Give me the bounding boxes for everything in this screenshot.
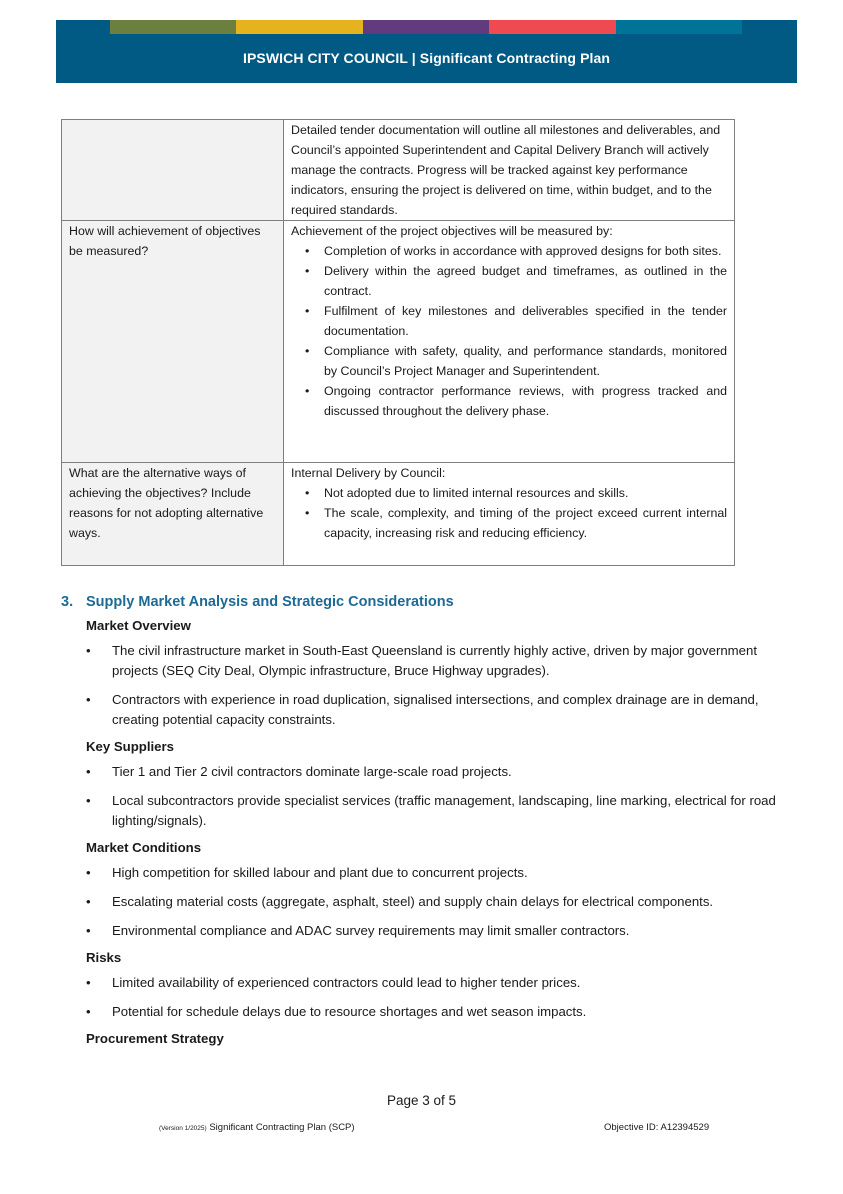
color-bar-green bbox=[110, 20, 236, 34]
question-cell: How will achievement of objectives be measured? bbox=[62, 221, 284, 463]
question-cell: What are the alternative ways of achieving the objectives? Include reasons for not adopting alternative ways. bbox=[62, 463, 284, 566]
color-bar-teal bbox=[616, 20, 742, 34]
list-item: • High competition for skilled labour and plant due to concurrent projects. bbox=[112, 863, 801, 883]
list-item: • Fulfilment of key milestones and deliverables specified in the tender documentation. bbox=[324, 301, 727, 341]
answer-intro: Achievement of the project objectives will be measured by: bbox=[291, 224, 613, 238]
answer-intro: Internal Delivery by Council: bbox=[291, 466, 446, 480]
market-conditions-list bbox=[61, 863, 801, 941]
answer-bullet-list bbox=[291, 483, 727, 543]
question-cell bbox=[62, 120, 284, 221]
list-item: • Limited availability of experienced contractors could lead to higher tender prices. bbox=[112, 973, 801, 993]
list-item: • Tier 1 and Tier 2 civil contractors dominate large-scale road projects. bbox=[112, 762, 801, 782]
footer-version: (Version 1/2025) bbox=[159, 1125, 207, 1132]
subheading-market-overview: Market Overview bbox=[86, 618, 191, 633]
color-bar-red bbox=[489, 20, 615, 34]
answer-bullet-list bbox=[291, 241, 727, 421]
section-heading bbox=[61, 594, 801, 610]
list-item: • Completion of works in accordance with approved designs for both sites. bbox=[324, 241, 727, 261]
subheading-key-suppliers: Key Suppliers bbox=[86, 739, 174, 754]
subheading-risks: Risks bbox=[86, 950, 122, 965]
answer-cell bbox=[284, 463, 735, 566]
section-supply-market-analysis bbox=[61, 594, 801, 1054]
color-bar-yellow bbox=[236, 20, 362, 34]
section-title: Supply Market Analysis and Strategic Considerations bbox=[86, 594, 454, 610]
list-item: • Compliance with safety, quality, and performance standards, monitored by Council’s Project Manager and Superintendent. bbox=[324, 341, 727, 381]
footer-objective-id: Objective ID: A12394529 bbox=[604, 1122, 710, 1133]
table-row bbox=[62, 463, 735, 566]
list-item: • Potential for schedule delays due to resource shortages and wet season impacts. bbox=[112, 1002, 801, 1022]
subheading-market-conditions: Market Conditions bbox=[86, 840, 202, 855]
list-item: • Not adopted due to limited internal resources and skills. bbox=[324, 483, 727, 503]
risks-list bbox=[61, 973, 801, 1022]
objectives-table bbox=[61, 119, 735, 566]
page-number: Page 3 of 5 bbox=[386, 1093, 457, 1108]
document-header-banner bbox=[56, 20, 797, 83]
list-item: • Local subcontractors provide specialist services (traffic management, landscaping, line marking, electrical for road lighting/signals). bbox=[112, 791, 801, 831]
list-item: • Ongoing contractor performance reviews, with progress tracked and discussed throughout the delivery phase. bbox=[324, 381, 727, 421]
subheading-procurement-strategy: Procurement Strategy bbox=[86, 1031, 224, 1046]
footer-doc-title: Significant Contracting Plan (SCP) bbox=[209, 1122, 355, 1133]
table-row bbox=[62, 221, 735, 463]
list-item: • The scale, complexity, and timing of the project exceed current internal capacity, increasing risk and reducing efficiency. bbox=[324, 503, 727, 543]
answer-text: Detailed tender documentation will outline all milestones and deliverables, and Council’s appointed Superintendent and Capital Delivery Branch will actively manage the contracts. Progress will be tracked against key performance indicators, ensuring the project is delivered on time, within budget, and to the required standards. bbox=[291, 123, 721, 217]
list-item: • Environmental compliance and ADAC survey requirements may limit smaller contractors. bbox=[112, 921, 801, 941]
market-overview-list bbox=[61, 641, 801, 730]
list-item: • The civil infrastructure market in South-East Queensland is currently highly active, driven by major government projects (SEQ City Deal, Olympic infrastructure, Bruce Highway upgrades). bbox=[112, 641, 801, 681]
list-item: • Contractors with experience in road duplication, signalised intersections, and complex drainage are in demand, creating potential capacity constraints. bbox=[112, 690, 801, 730]
key-suppliers-list bbox=[61, 762, 801, 831]
footer-document-name bbox=[159, 1122, 355, 1133]
list-item: • Escalating material costs (aggregate, asphalt, steel) and supply chain delays for electrical components. bbox=[112, 892, 801, 912]
answer-cell bbox=[284, 120, 735, 221]
table-row bbox=[62, 120, 735, 221]
answer-cell bbox=[284, 221, 735, 463]
header-title: IPSWICH CITY COUNCIL | Significant Contracting Plan bbox=[242, 50, 611, 66]
list-item: • Delivery within the agreed budget and timeframes, as outlined in the contract. bbox=[324, 261, 727, 301]
color-bar-purple bbox=[363, 20, 489, 34]
section-number: 3. bbox=[61, 594, 74, 610]
header-color-stripe bbox=[110, 20, 742, 34]
